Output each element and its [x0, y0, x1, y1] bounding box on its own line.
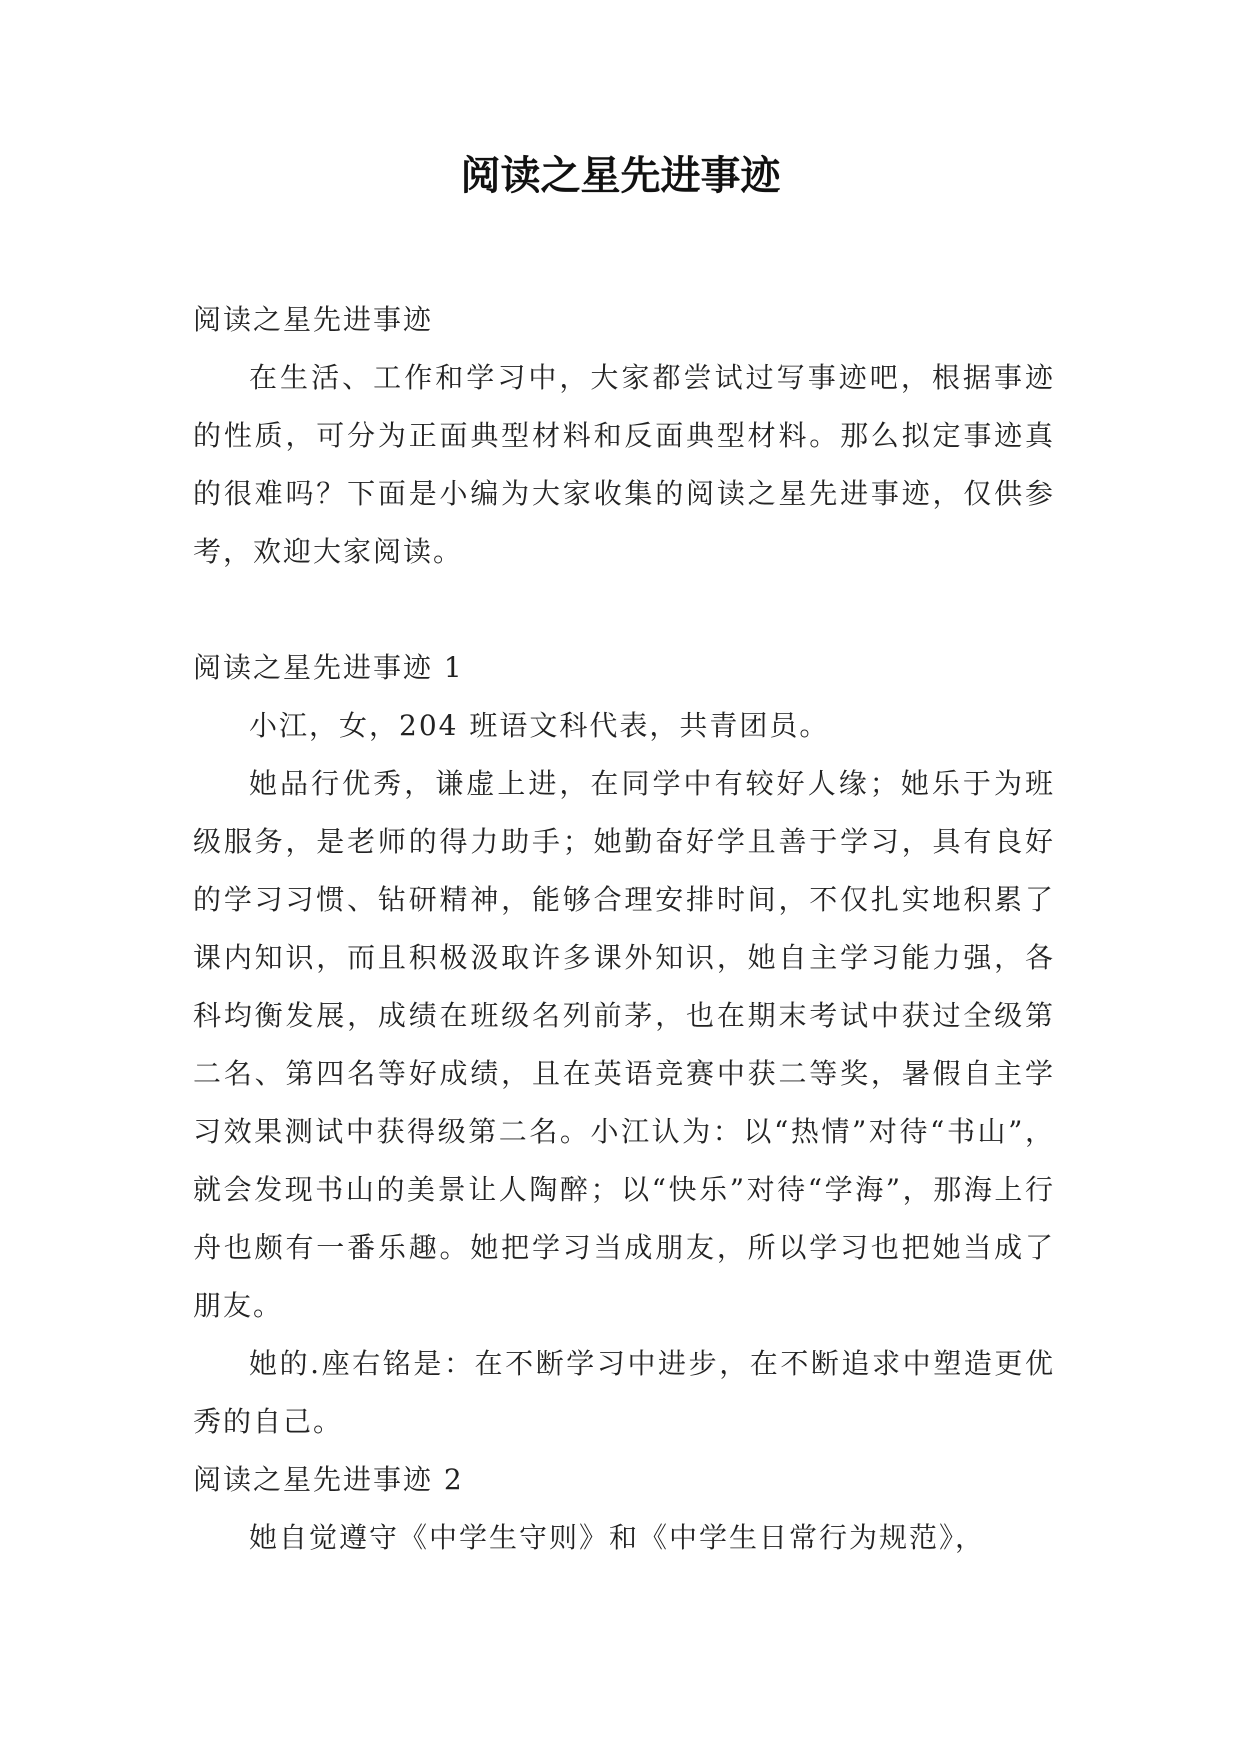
section-1-heading: 阅读之星先进事迹 1 [193, 651, 464, 684]
document-title: 阅读之星先进事迹 [460, 152, 781, 199]
intro-paragraph: 在生活、工作和学习中，大家都尝试过写事迹吧，根据事迹的性质，可分为正面典型材料和反面典型材料。那么拟定事迹真的很难吗？下面是小编为大家收集的阅读之星先进事迹，仅供参考，欢迎大家阅读。 [193, 361, 1055, 568]
document-body [193, 291, 1055, 1567]
intro-heading: 阅读之星先进事迹 [193, 303, 434, 336]
section-1-paragraph-1: 小江，女，204 班语文科代表，共青团员。 [249, 709, 830, 742]
section-1-paragraph-2: 她品行优秀，谦虚上进，在同学中有较好人缘；她乐于为班级服务，是老师的得力助手；她勤奋好学且善于学习，具有良好的学习习惯、钻研精神，能够合理安排时间，不仅扎实地积累了课内知识，而且积极汲取许多课外知识，她自主学习能力强，各科均衡发展，成绩在班级名列前茅，也在期末考试中获过全级第二名、第四名等好成绩，且在英语竞赛中获二等奖，暑假自主学习效果测试中获得级第二名。小江认为：以“热情”对待“书山”，就会发现书山的美景让人陶醉；以“快乐”对待“学海”，那海上行舟也颇有一番乐趣。她把学习当成朋友，所以学习也把她当成了朋友。 [193, 767, 1055, 1322]
section-2-paragraph-1: 她自觉遵守《中学生守则》和《中学生日常行为规范》， [249, 1521, 986, 1554]
section-1-paragraph-3: 她的.座右铭是：在不断学习中进步，在不断追求中塑造更优秀的自己。 [193, 1347, 1055, 1438]
section-2-heading: 阅读之星先进事迹 2 [193, 1463, 464, 1496]
